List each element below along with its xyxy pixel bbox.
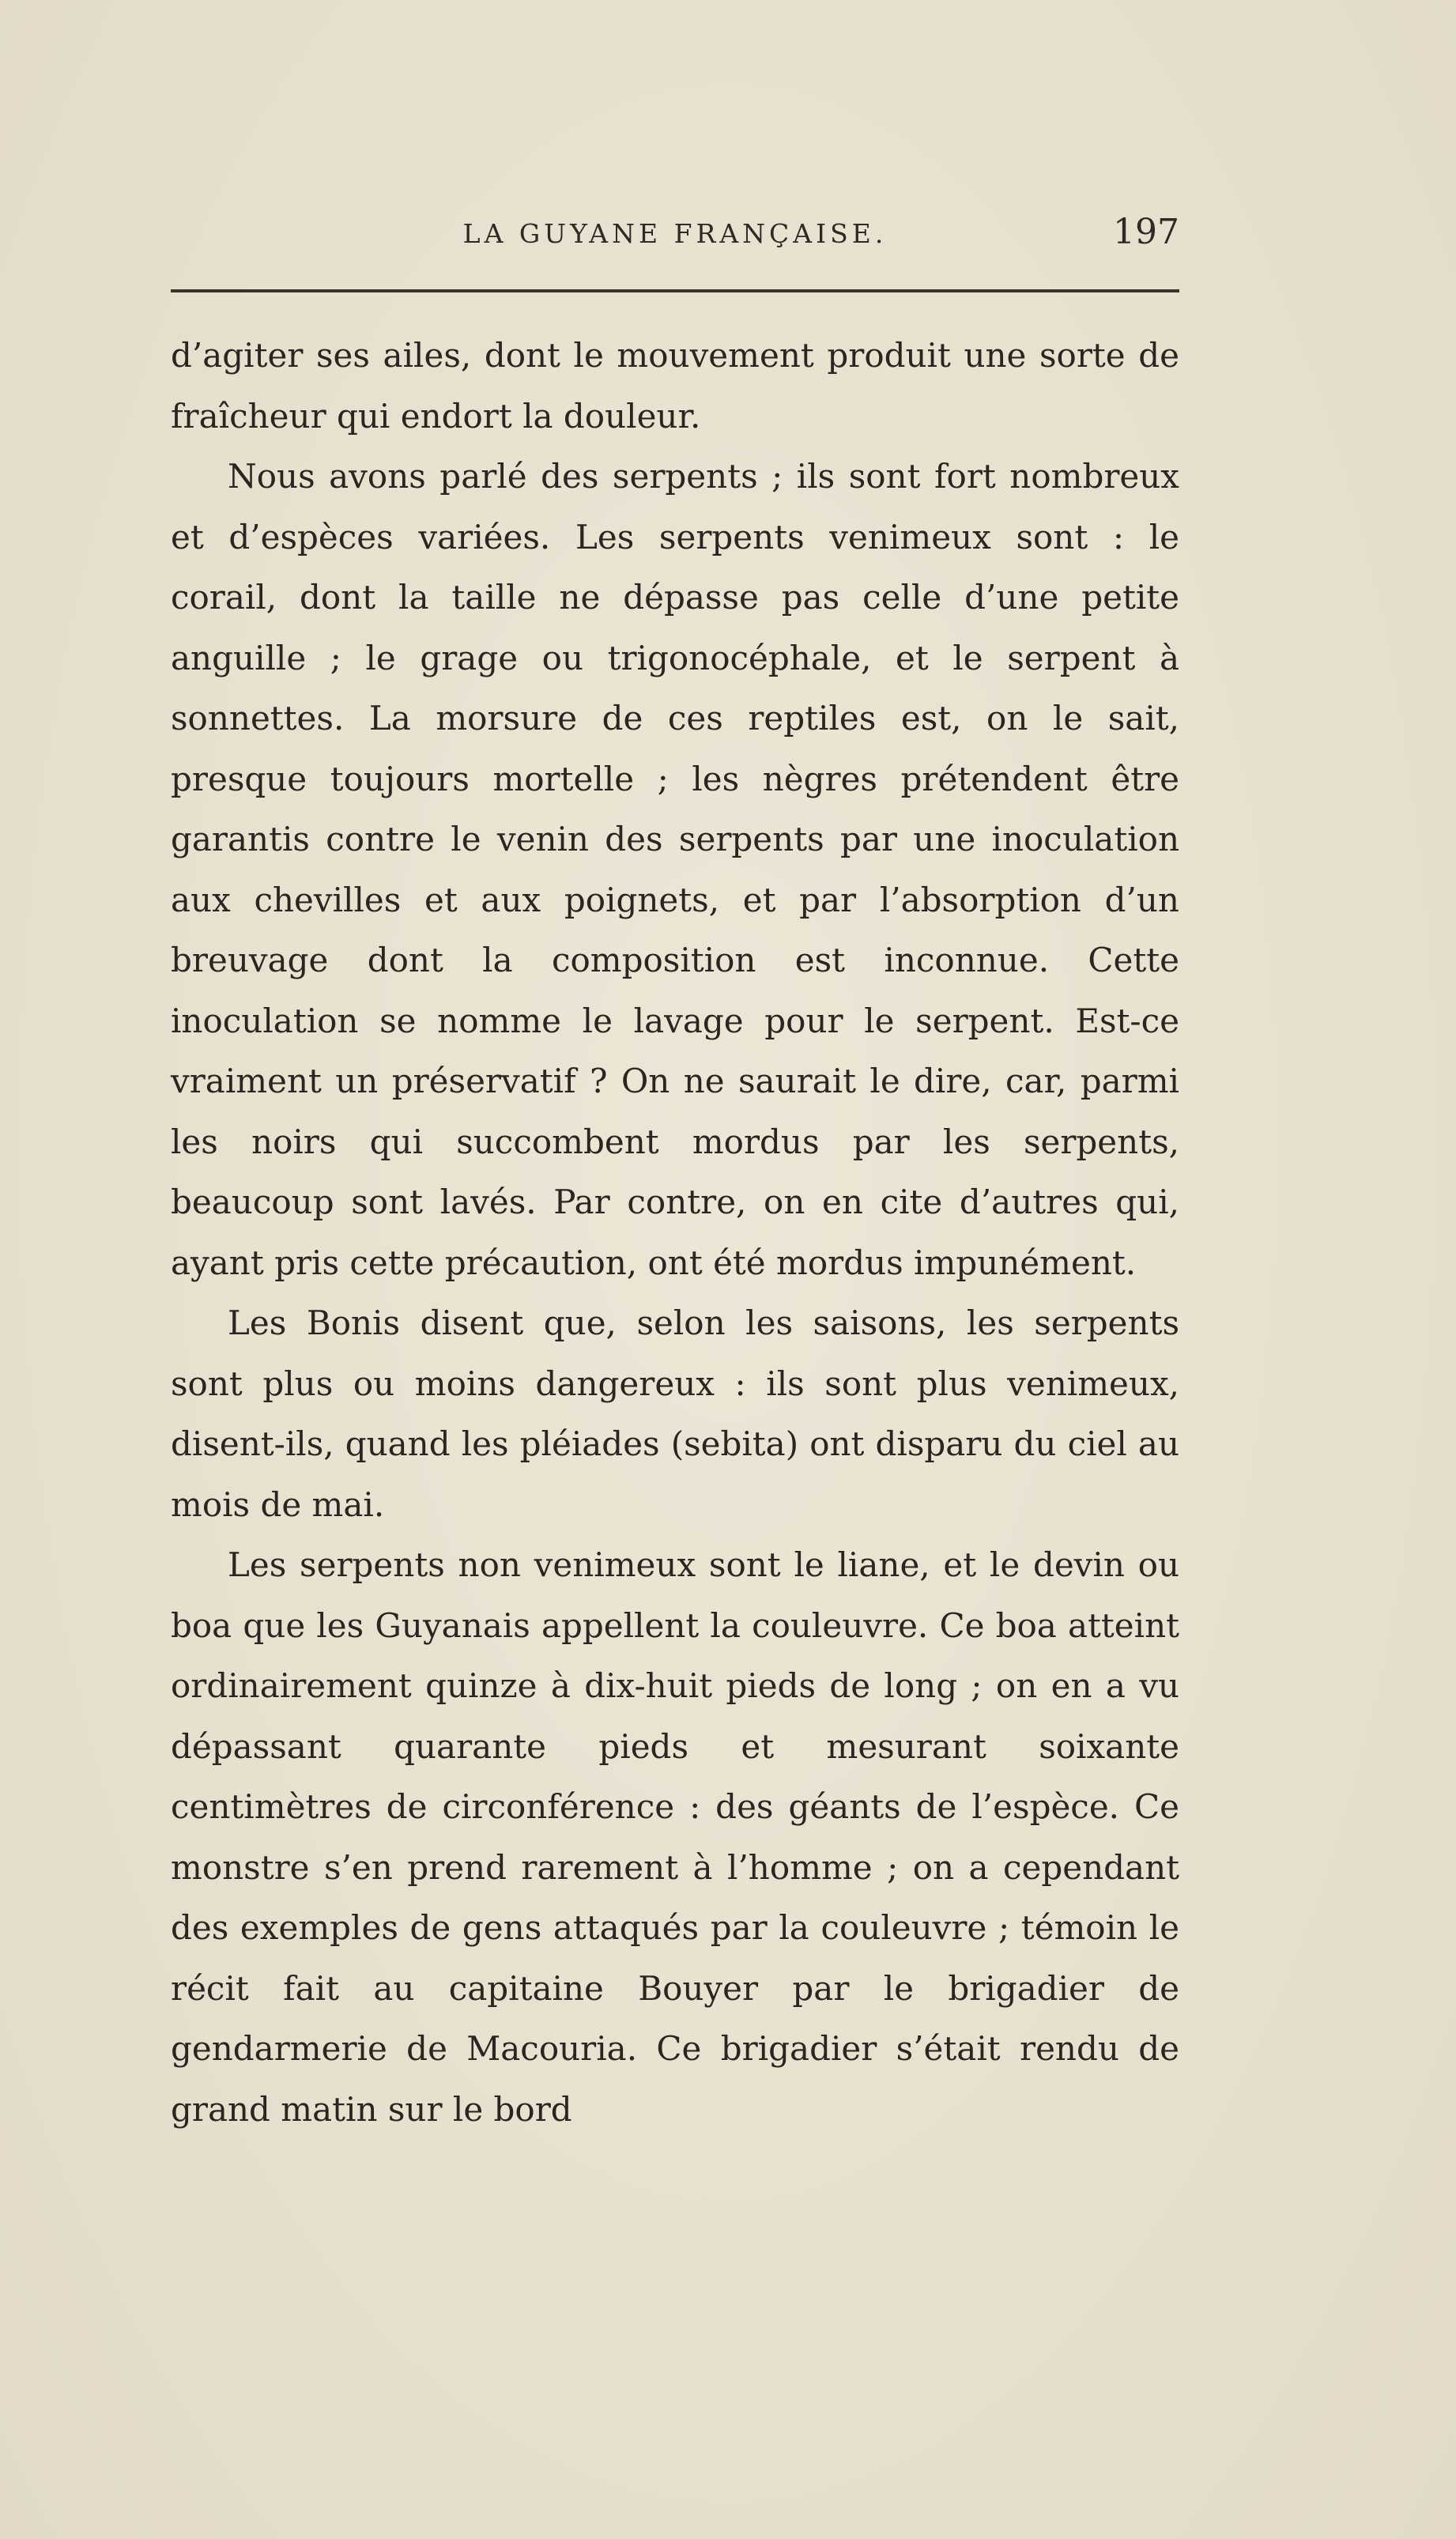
running-title: LA GUYANE FRANÇAISE. [462, 218, 888, 249]
paragraph: d’agiter ses ailes, dont le mouvement produit une sorte de fraîcheur qui endort la douleur. [171, 336, 1179, 436]
header-rule [171, 289, 1179, 292]
paragraph: Les serpents non venimeux sont le liane, et le devin ou boa que les Guyanais appellent la couleuvre. Ce boa atteint ordinairement quinze à dix-huit pieds de long ; on en a vu dépassant quarante pieds et mesurant soixante centimètres de circonférence : des géants de l’espèce. Ce monstre s’en prend rarement à l’homme ; on a cependant des exemples de gens attaqués par la couleuvre ; témoin le récit fait au capitaine Bouyer par le brigadier de gendarmerie de Macouria. Ce brigadier s’était rendu de grand matin sur le bord [171, 1545, 1179, 2129]
page-header [171, 212, 1179, 259]
paragraph: Nous avons parlé des serpents ; ils sont fort nombreux et d’espèces variées. Les serpents venimeux sont : le corail, dont la taille ne dépasse pas celle d’une petite anguille ; le grage ou trigonocéphale, et le serpent à sonnettes. La morsure de ces reptiles est, on le sait, presque toujours mortelle ; les nègres prétendent être garantis contre le venin des serpents par une inoculation aux chevilles et aux poignets, et par l’absorption d’un breuvage dont la composition est inconnue. Cette inoculation se nomme le lavage pour le serpent. Est-ce vraiment un préservatif ? On ne saurait le dire, car, parmi les noirs qui succombent mordus par les serpents, beaucoup sont lavés. Par contre, on en cite d’autres qui, ayant pris cette précaution, ont été mordus impunément. [171, 457, 1179, 1282]
body-text [171, 326, 1179, 2140]
paragraph: Les Bonis disent que, selon les saisons, les serpents sont plus ou moins dangereux : ils sont plus venimeux, disent-ils, quand les pléiades (sebita) ont disparu du ciel au mois de mai. [171, 1303, 1179, 1524]
page-number: 197 [1113, 212, 1179, 252]
